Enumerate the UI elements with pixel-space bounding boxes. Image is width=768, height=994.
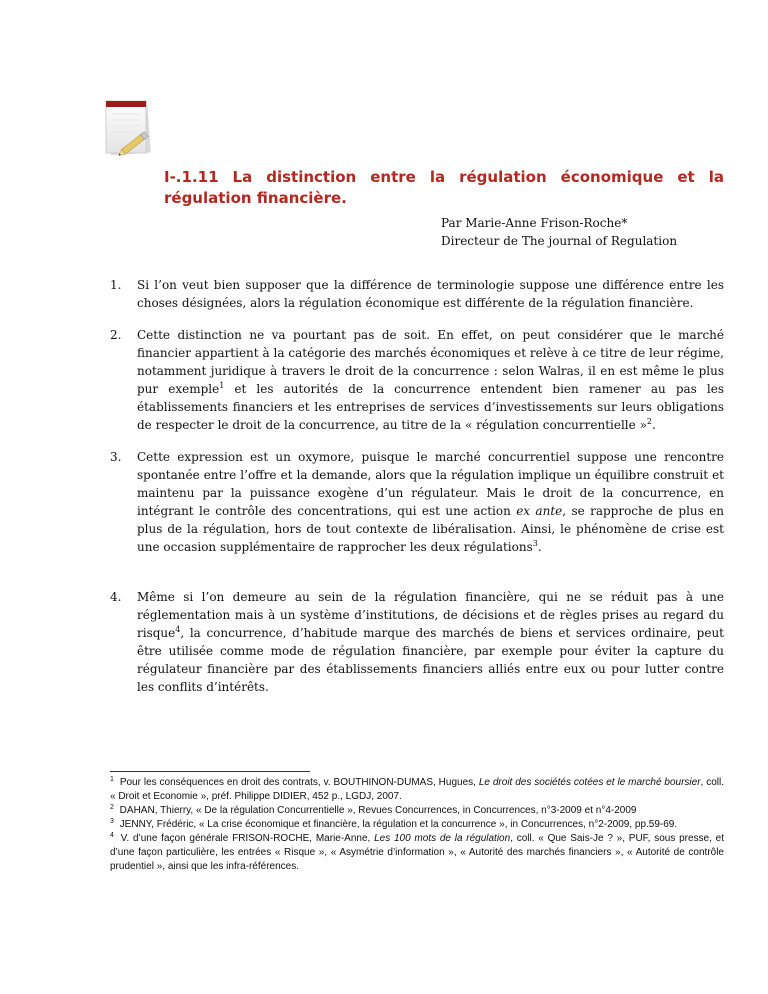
footnote-number: 1 [110,775,114,783]
footnote-number: 2 [110,803,114,811]
paragraph-text: Cette expression est un oxymore, puisque le marché concurrentiel suppose une rencontre spontanée entre l’offre et la demande, alors que la régulation implique un équilibre construit et maintenu par la puissance exogène d’un régulateur. Mais le droit de la concurrence, en intégrant le contrôle des concentrations, qui est une action ex ante, se rapproche de plus en plus de la régulation, hors de tout contexte de libéralisation. Ainsi, le phénomène de crise est une occasion supplémentaire de rapprocher les deux régulations$^3$. [137,450,724,554]
footnote-reference[interactable]: 4 [175,625,181,634]
footnote-text: V. d’une façon générale FRISON-ROCHE, Marie-Anne, Les 100 mots de la régulation, coll. « Que Sais-Je ? », PUF, sous presse, et d’une façon particulière, les entrées « Risque », « Asymétrie d’information », « Autorité des marchés financiers », « Autorité de contrôle prudentiel », ainsi que les infra-références. [110,833,724,872]
footnote-text: DAHAN, Thierry, « De la régulation Concurrentielle », Revues Concurrences, in Concurrences, n°3-2009 et n°4-2009 [116,805,637,816]
footnote [110,818,724,832]
italic-text: Les 100 mots de la régulation [374,833,511,844]
footnote-separator [110,771,310,772]
footnote-reference[interactable]: 2 [646,417,652,426]
paragraph-number: 2. [110,328,122,342]
footnote-reference[interactable]: 3 [532,539,538,548]
section-title: I-.1.11 La distinction entre la régulation économique et la régulation financière. [164,168,724,207]
paragraph-text: Cette distinction ne va pourtant pas de soit. En effet, on peut considérer que le marché financier appartient à la catégorie des marchés économiques et relève à ce titre de leur régime, notamment juridique à travers le droit de la concurrence : selon Walras, il en est même le plus pur exemple$^1$ et les autorités de la concurrence entendent bien ramener au pas les établissements financiers et les entreprises de services d’investissements sur leurs obligations de respecter le droit de la concurrence, au titre de la « régulation concurrentielle »$^2$. [137,328,724,432]
paragraph [110,448,724,556]
footnote-number: 4 [110,831,114,839]
paragraph-number: 3. [110,450,122,464]
footnote [110,832,724,874]
paragraph-number: 4. [110,590,122,604]
author-role: Directeur de The journal of Regulation [441,234,678,248]
footnote-text: JENNY, Frédéric, « La crise économique et financière, la régulation et la concurrence », in Concurrences, n°2-2009, pp.59-69. [116,819,678,830]
paragraph-text: Même si l’on demeure au sein de la régulation financière, qui ne se réduit pas à une réglementation mais à un système d’institutions, de décisions et de règles prises au regard du risque$^4$, la concurrence, d’habitude marque des marchés de biens et services ordinaire, peut être utilisée comme mode de régulation financière, par exemple pour éviter la capture du régulateur financière par des établissements financiers alliés entre eux ou pour lutter contre les conflits d’intérêts. [137,590,724,694]
author-line: Par Marie-Anne Frison-Roche* [441,216,628,230]
footnotes [110,776,724,874]
paragraph [110,276,724,312]
footnote [110,804,724,818]
paragraph-list [110,276,724,696]
paragraph [110,326,724,434]
footnote-text: Pour les conséquences en droit des contrats, v. BOUTHINON-DUMAS, Hugues, Le droit des sociétés cotées et le marché boursier, coll. « Droit et Economie », préf. Philippe DIDIER, 452 p., LGDJ, 2007. [110,777,725,802]
paragraph-number: 1. [110,278,122,292]
paragraph [110,588,724,696]
italic-text: Le droit des sociétés cotées et le marché boursier [478,777,701,788]
footnote-reference[interactable]: 1 [219,381,225,390]
footnote-number: 3 [110,817,114,825]
byline [441,214,677,250]
italic-text: ex ante [516,504,563,518]
footnote [110,776,724,804]
paragraph-text: Si l’on veut bien supposer que la différence de terminologie suppose une différence entre les choses désignées, alors la régulation économique est différente de la régulation financière. [137,278,724,310]
document-pencil-icon [100,98,158,160]
